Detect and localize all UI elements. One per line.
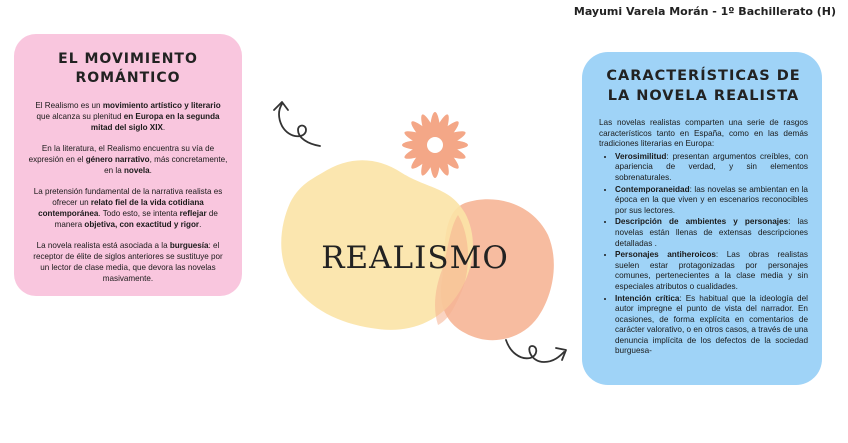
author-name: Mayumi Varela Morán - 1º Bachillerato (H): [573, 5, 836, 18]
right-title-line2: LA NOVELA REALISTA: [607, 88, 800, 104]
sun-icon: [402, 112, 468, 178]
list-item: • Personajes antiheroicos: Las obras realistas suelen estar protagonizadas por personajes comunes, pertenecientes a la clase media y sin especiales atributos o cualidades.: [615, 250, 808, 292]
left-paragraph-2: En la literatura, el Realismo encuentra su vía de expresión en el género narrativo, más concretamente, en la novela.: [28, 144, 228, 175]
list-item: • Descripción de ambientes y personajes: las novelas están llenas de extensas descripciones detalladas .: [615, 217, 808, 249]
right-card-title: [599, 66, 808, 106]
left-card-title: [28, 50, 228, 88]
curved-arrow-icon: [502, 334, 572, 370]
realist-novel-characteristics-card: [582, 52, 822, 385]
center-title: REALISMO: [321, 240, 509, 276]
right-title-line1: CARACTERÍSTICAS DE: [606, 68, 801, 84]
characteristics-list: [599, 152, 808, 357]
left-paragraph-1: El Realismo es un movimiento artístico y literario que alcanza su plenitud en Europa en la segunda mitad del siglo XIX.: [35, 101, 221, 132]
list-item: • Intención crítica: Es habitual que la ideología del autor impregne el punto de vista del narrador. En ocasiones, de forma explícita en comentarios de carácter valorativo, o en otros casos, a través de una denuncia implícita de los defectos de la sociedad burguesa-: [615, 294, 808, 358]
left-title-line2: ROMÁNTICO: [75, 70, 181, 86]
left-title-line1: EL MOVIMIENTO: [58, 51, 198, 67]
left-paragraph-3: La pretensión fundamental de la narrativa realista es ofrecer un relato fiel de la vida cotidiana contemporánea. Todo esto, se intenta reflejar de manera objetiva, con exactitud y rigor.: [33, 187, 223, 229]
romantic-movement-card: [14, 34, 242, 296]
left-paragraph-4: La novela realista está asociada a la burguesía: el receptor de élite de siglos anteriores se sustituye por un lector de clase media, que devora las novelas masivamente.: [33, 241, 223, 283]
list-item: • Verosimilitud: presentan argumentos creíbles, con apariencia de verdad, y sin elementos sobrenaturales.: [615, 152, 808, 184]
curved-arrow-icon: [268, 96, 330, 152]
right-card-intro: Las novelas realistas comparten una serie de rasgos característicos tanto en España, como en las demás tradiciones literarias en Europa:: [599, 118, 808, 149]
list-item: • Contemporaneidad: las novelas se ambientan en la época en la que viven y en escenarios reconocibles por sus lectores.: [615, 185, 808, 217]
